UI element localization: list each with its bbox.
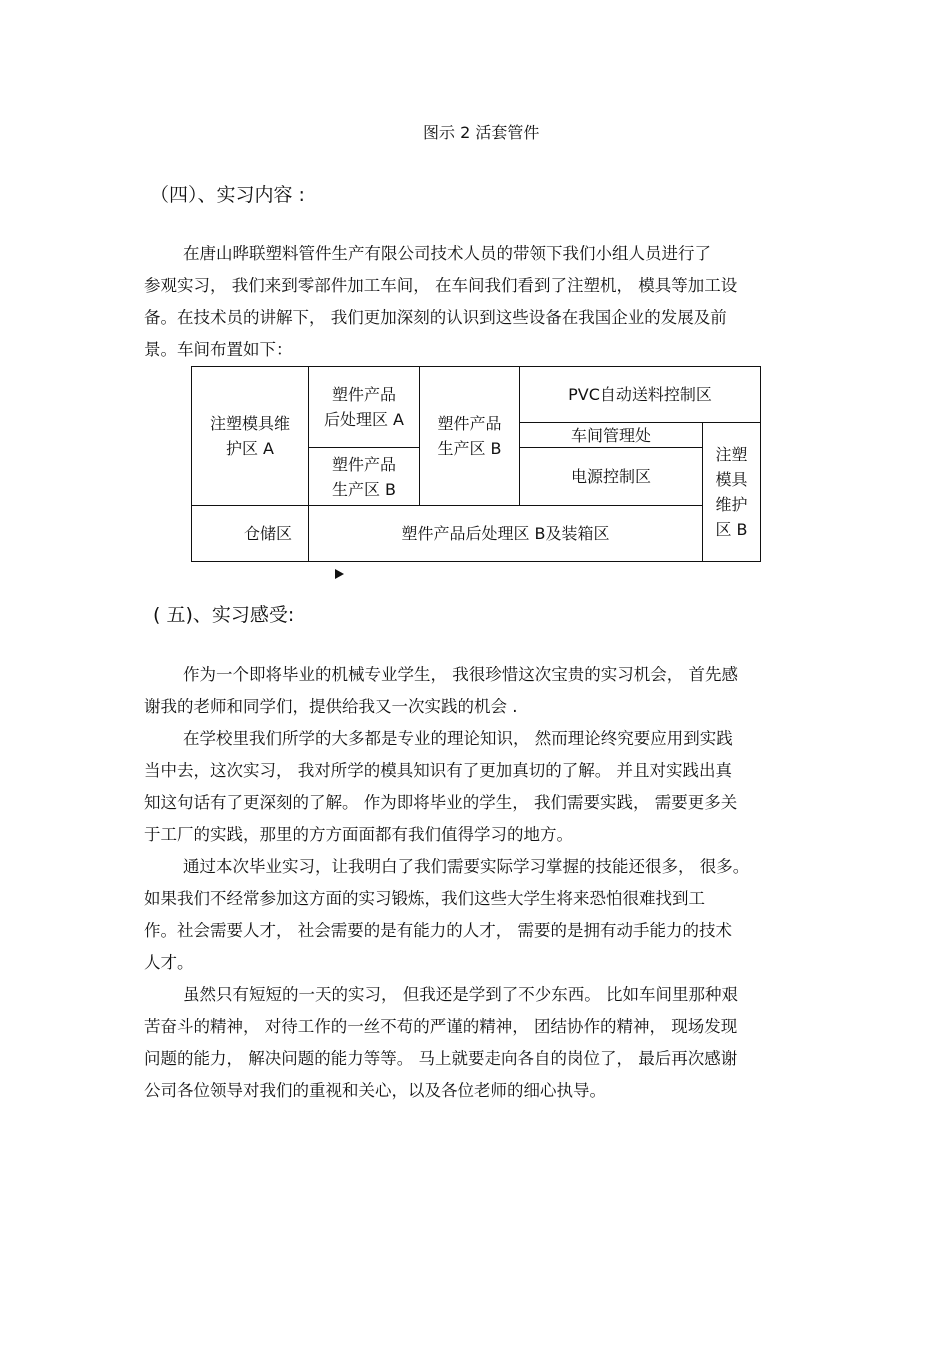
cell-mold-maintenance-a: 注塑模具维 护区 A bbox=[209, 414, 290, 458]
paragraph-line: 参观实习， 我们来到零部件加工车间， 在车间我们看到了注塑机， 模具等加工设 bbox=[144, 276, 738, 295]
paragraph-line: 景。车间布置如下： bbox=[144, 340, 293, 359]
paragraph-line: 苦奋斗的精神， 对待工作的一丝不苟的严谨的精神， 团结协作的精神， 现场发现 bbox=[144, 1017, 738, 1036]
arrow-icon bbox=[335, 569, 344, 579]
paragraph-line: 人才。 bbox=[144, 953, 194, 972]
paragraph-line: 谢我的老师和同学们，提供给我又一次实践的机会 . bbox=[144, 697, 518, 716]
paragraph-line: 在学校里我们所学的大多都是专业的理论知识， 然而理论终究要应用到实践 bbox=[183, 729, 733, 748]
cell-post-processing-b-packing: 塑件产品后处理区 B及装箱区 bbox=[401, 524, 610, 543]
paragraph-line: 作。社会需要人才， 社会需要的是有能力的人才， 需要的是拥有动手能力的技术 bbox=[144, 921, 732, 940]
paragraph-line: 通过本次毕业实习，让我明白了我们需要实际学习掌握的技能还很多， 很多。 bbox=[183, 857, 750, 876]
paragraph-line: 知这句话有了更深刻的了解。 作为即将毕业的学生， 我们需要实践， 需要更多关 bbox=[144, 793, 738, 812]
paragraph-line: 当中去，这次实习， 我对所学的模具知识有了更加真切的了解。 并且对实践出真 bbox=[144, 761, 732, 780]
paragraph-line: 虽然只有短短的一天的实习， 但我还是学到了不少东西。 比如车间里那种艰 bbox=[183, 985, 738, 1004]
section-heading-4: （四）、实习内容 : bbox=[150, 184, 305, 206]
paragraph-line: 备。在技术员的讲解下， 我们更加深刻的认识到这些设备在我国企业的发展及前 bbox=[144, 308, 727, 327]
paragraph-line: 问题的能力， 解决问题的能力等等。 马上就要走向各自的岗位了， 最后再次感谢 bbox=[144, 1049, 738, 1068]
cell-storage: 仓储区 bbox=[243, 524, 292, 543]
cell-post-processing-a: 塑件产品 后处理区 A bbox=[323, 385, 405, 429]
section-heading-5: ( 五)、实习感受: bbox=[153, 604, 295, 626]
cell-pvc-feed-control: PVC自动送料控制区 bbox=[568, 385, 712, 404]
cell-mold-maintenance-b: 注塑 模具 维护 区 B bbox=[715, 445, 748, 539]
cell-workshop-management: 车间管理处 bbox=[570, 425, 651, 445]
figure-caption: 图示 2 活套管件 bbox=[423, 123, 540, 142]
cell-production-b-left: 塑件产品 生产区 B bbox=[331, 454, 397, 499]
cell-production-b-mid: 塑件产品 生产区 B bbox=[437, 414, 502, 458]
cell-power-control: 电源控制区 bbox=[570, 467, 651, 486]
paragraph-line: 作为一个即将毕业的机械专业学生， 我很珍惜这次宝贵的实习机会， 首先感 bbox=[183, 665, 738, 684]
paragraph-line: 公司各位领导对我们的重视和关心，以及各位老师的细心执导。 bbox=[144, 1081, 606, 1100]
paragraph-line: 于工厂的实践，那里的方方面面都有我们值得学习的地方。 bbox=[144, 825, 573, 844]
paragraph-line: 在唐山晔联塑料管件生产有限公司技术人员的带领下我们小组人员进行了 bbox=[183, 244, 711, 263]
paragraph-line: 如果我们不经常参加这方面的实习锻炼，我们这些大学生将来恐怕很难找到工 bbox=[144, 889, 705, 908]
